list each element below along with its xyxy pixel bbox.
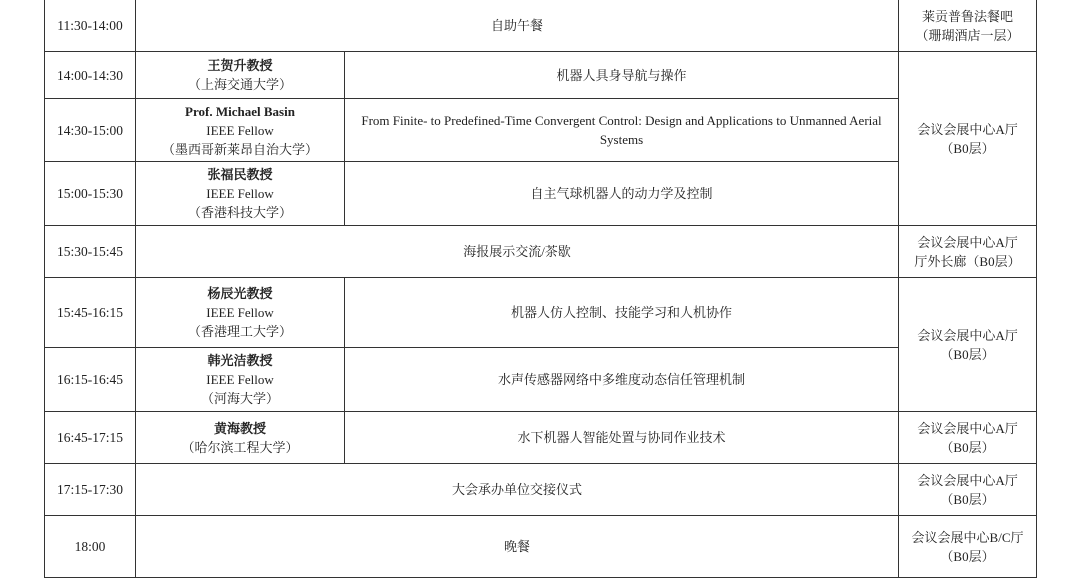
- topic-cell: 机器人具身导航与操作: [345, 52, 899, 99]
- speaker-affiliation: （上海交通大学）: [187, 77, 292, 92]
- speaker-name: 杨辰光教授: [207, 286, 273, 301]
- venue-line: 会议会展中心B/C厅: [911, 529, 1024, 545]
- venue-cell: [899, 278, 1037, 412]
- table-row: [45, 162, 1037, 226]
- speaker-cell: [136, 52, 345, 99]
- venue-cell: [899, 226, 1037, 278]
- table-row: [45, 0, 1037, 52]
- speaker-cell: [136, 278, 345, 348]
- speaker-name: 黄海教授: [213, 420, 266, 436]
- venue-line: （B0层）: [940, 491, 995, 507]
- venue-line: 会议会展中心A厅: [917, 420, 1018, 436]
- venue-line: 会议会展中心A厅: [917, 234, 1018, 250]
- time-cell: 15:45-16:15: [45, 278, 136, 348]
- topic-cell: 自主气球机器人的动力学及控制: [345, 162, 899, 226]
- speaker-affiliation: （墨西哥新莱昂自治大学）: [161, 141, 318, 157]
- time-cell: 11:30-14:00: [45, 0, 136, 52]
- speaker-cell: [136, 162, 345, 226]
- venue-cell: [899, 464, 1037, 516]
- speaker-cell: [136, 348, 345, 412]
- table-row: [45, 348, 1037, 412]
- time-cell: 16:15-16:45: [45, 348, 136, 412]
- speaker-affiliation: （香港理工大学）: [187, 324, 292, 339]
- venue-line: （B0层）: [940, 140, 995, 156]
- venue-cell: [899, 0, 1037, 52]
- table-row: [45, 226, 1037, 278]
- venue-cell: [899, 52, 1037, 226]
- topic-cell: 机器人仿人控制、技能学习和人机协作: [345, 278, 899, 348]
- speaker-name: 张福民教授: [207, 167, 273, 182]
- venue-line: 会议会展中心A厅: [917, 327, 1018, 343]
- table-row: [45, 99, 1037, 162]
- table-row: [45, 516, 1037, 578]
- table-row: [45, 464, 1037, 516]
- event-cell: 自助午餐: [136, 0, 899, 52]
- table-row: [45, 52, 1037, 99]
- speaker-title: IEEE Fellow: [206, 186, 274, 201]
- event-cell: 海报展示交流/茶歇: [136, 226, 899, 278]
- time-cell: 14:30-15:00: [45, 99, 136, 162]
- time-cell: 16:45-17:15: [45, 412, 136, 464]
- event-cell: 大会承办单位交接仪式: [136, 464, 899, 516]
- event-cell: 晚餐: [136, 516, 899, 578]
- schedule-table: [44, 0, 1037, 578]
- speaker-title: IEEE Fellow: [206, 305, 274, 320]
- speaker-name: Prof. Michael Basin: [185, 103, 295, 119]
- speaker-cell: [136, 412, 345, 464]
- venue-line: （珊瑚酒店一层）: [915, 27, 1020, 43]
- venue-line: 厅外长廊（B0层）: [914, 253, 1021, 269]
- speaker-affiliation: （河海大学）: [200, 391, 279, 406]
- time-cell: 18:00: [45, 516, 136, 578]
- table-row: [45, 278, 1037, 348]
- time-cell: 14:00-14:30: [45, 52, 136, 99]
- speaker-name: 王贺升教授: [207, 58, 273, 73]
- venue-cell: [899, 412, 1037, 464]
- speaker-title: IEEE Fellow: [206, 122, 274, 138]
- venue-line: 会议会展中心A厅: [917, 472, 1018, 488]
- venue-line: 会议会展中心A厅: [917, 121, 1018, 137]
- time-cell: 17:15-17:30: [45, 464, 136, 516]
- time-cell: 15:30-15:45: [45, 226, 136, 278]
- venue-line: （B0层）: [940, 346, 995, 362]
- speaker-affiliation: （香港科技大学）: [187, 205, 292, 220]
- venue-line: 莱贡普鲁法餐吧: [922, 8, 1014, 24]
- table-row: [45, 412, 1037, 464]
- venue-line: （B0层）: [940, 439, 995, 455]
- venue-cell: [899, 516, 1037, 578]
- venue-line: （B0层）: [940, 548, 995, 564]
- speaker-cell: [136, 99, 345, 162]
- speaker-affiliation: （哈尔滨工程大学）: [181, 439, 299, 455]
- time-cell: 15:00-15:30: [45, 162, 136, 226]
- speaker-title: IEEE Fellow: [206, 372, 274, 387]
- topic-cell: 水下机器人智能处置与协同作业技术: [345, 412, 899, 464]
- topic-cell: From Finite- to Predefined-Time Convergent Control: Design and Applications to Unmanned Aerial Systems: [345, 99, 899, 162]
- speaker-name: 韩光洁教授: [207, 353, 273, 368]
- topic-cell: 水声传感器网络中多维度动态信任管理机制: [345, 348, 899, 412]
